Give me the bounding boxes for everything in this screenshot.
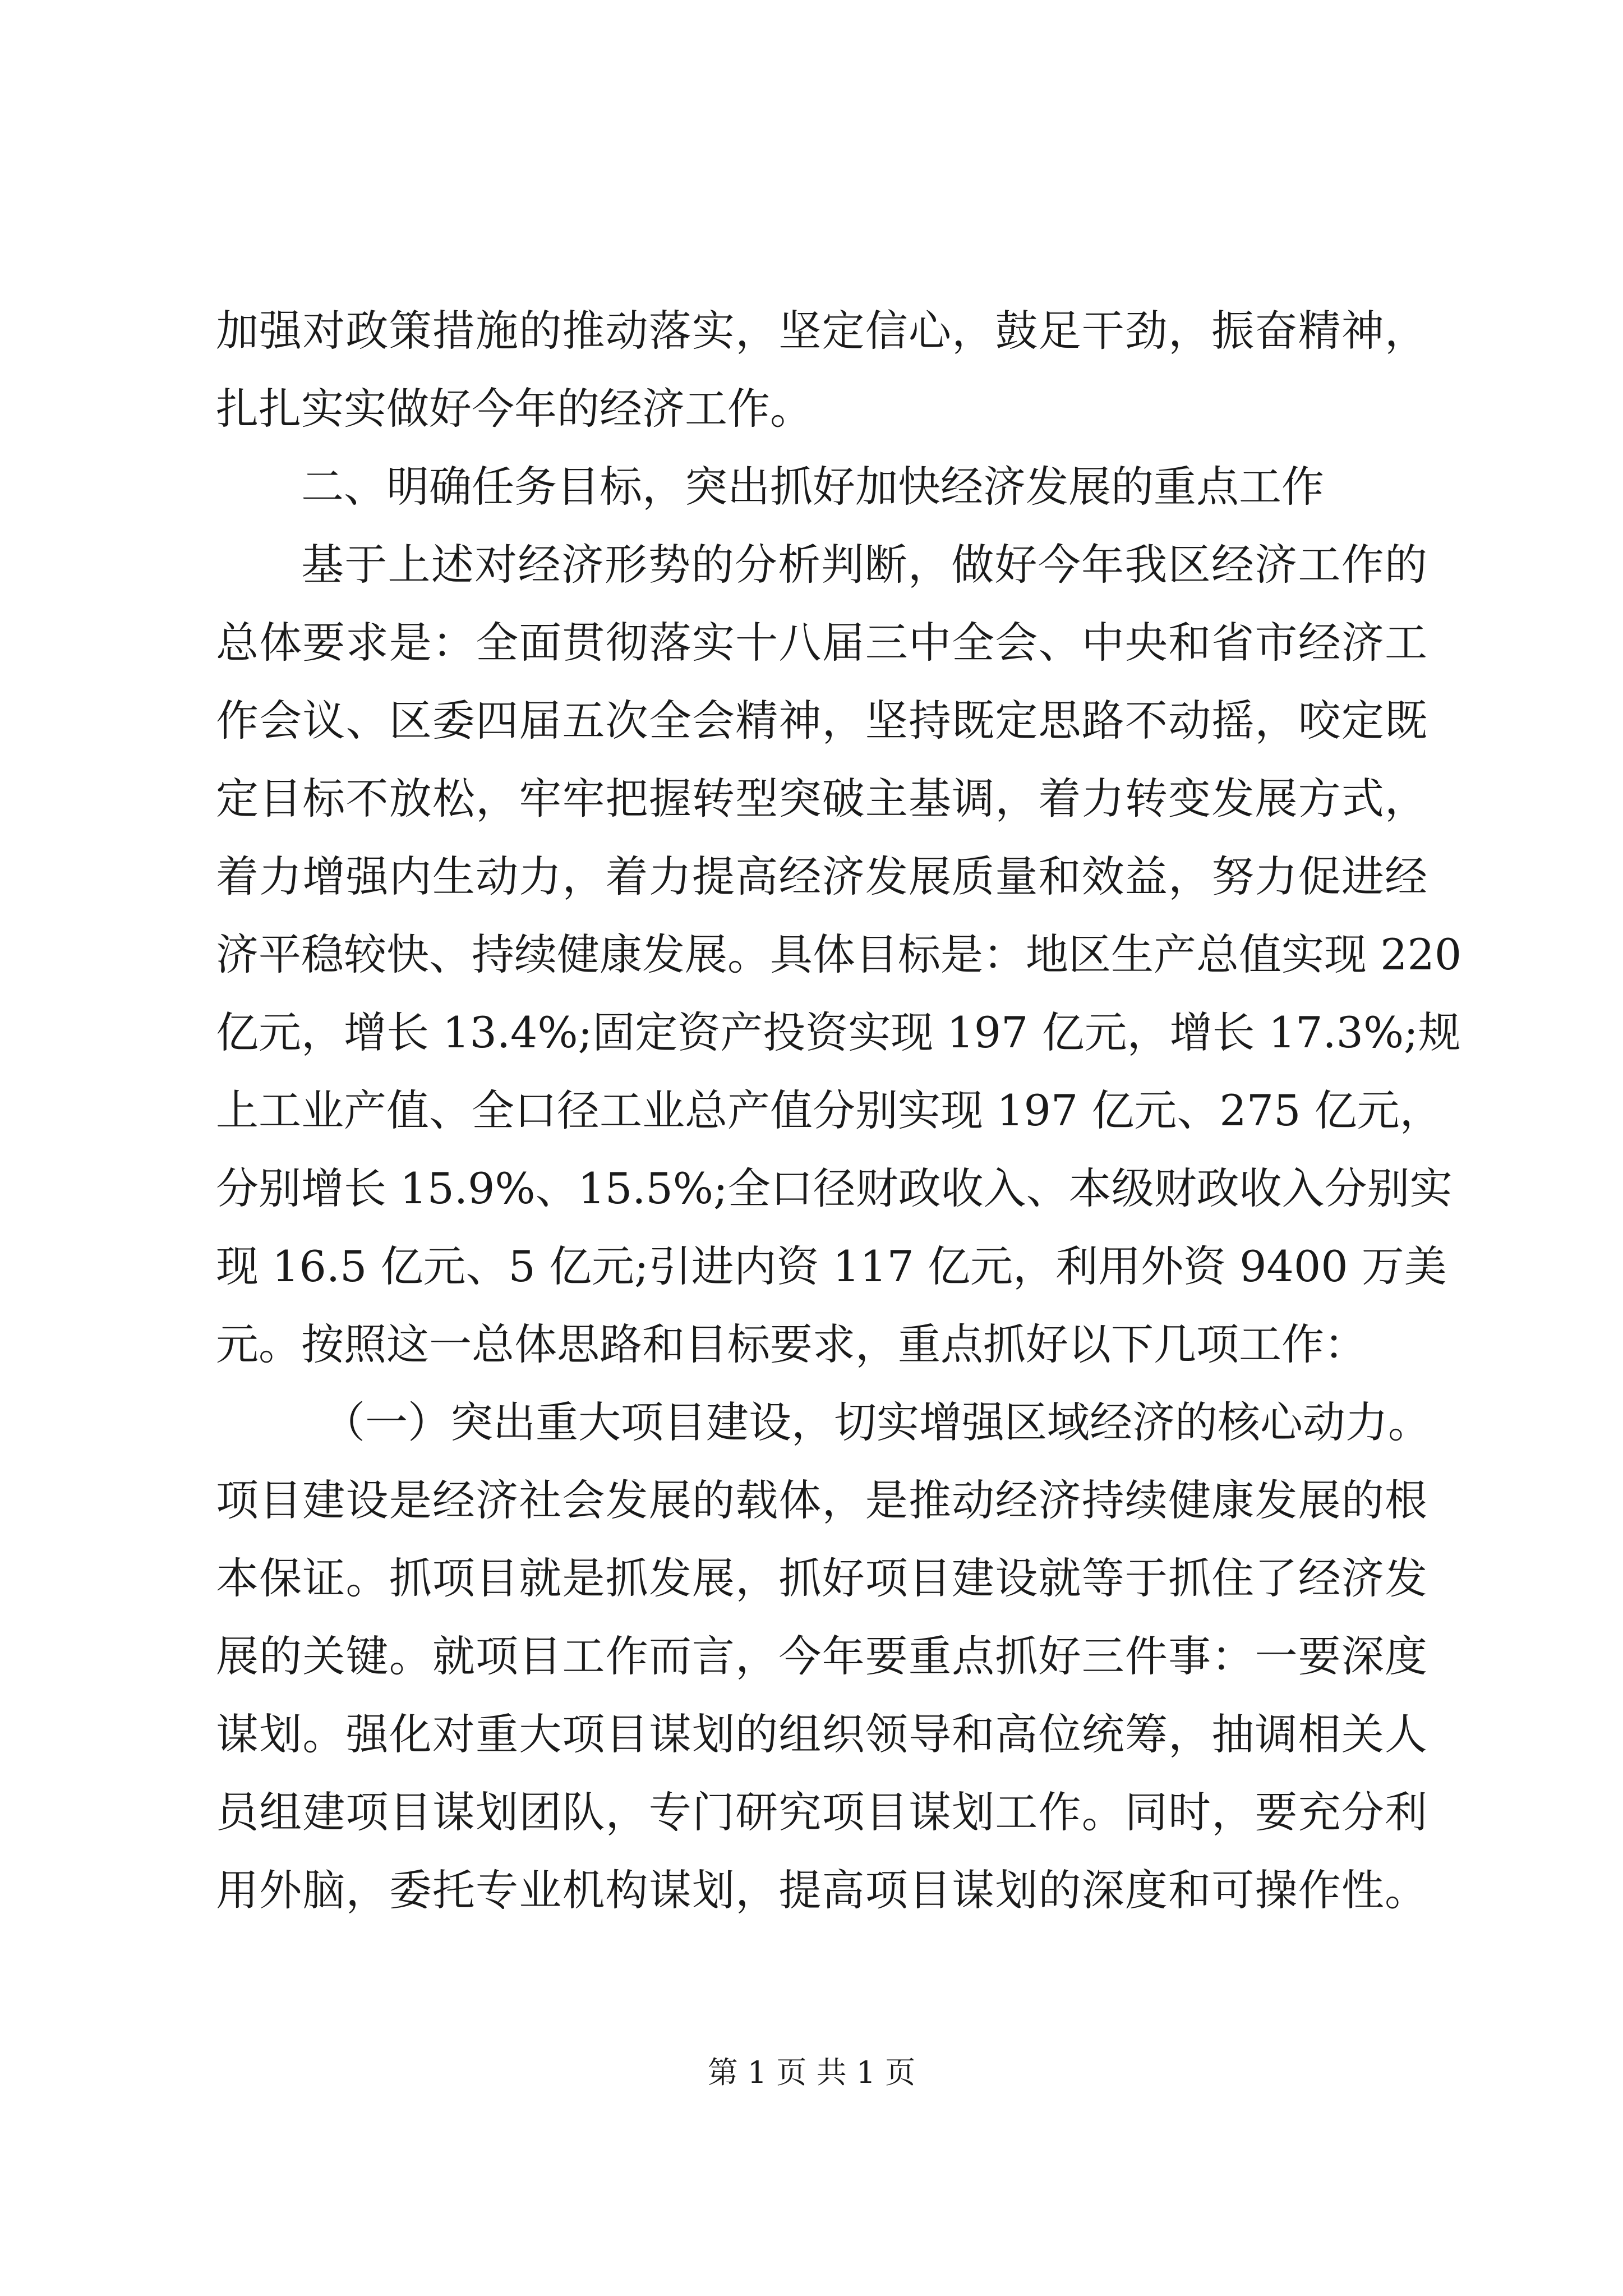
text-line: 上工业产值、全口径工业总产值分别实现 197 亿元、275 亿元， [216,1085,1442,1135]
text-line: 加强对政策措施的推动落实，坚定信心，鼓足干劲，振奋精神， [216,306,1427,356]
page-footer [0,2053,1623,2092]
text-line: 济平稳较快、持续健康发展。具体目标是：地区生产总值实现 220 [216,930,1462,979]
text-line: 定目标不放松，牢牢把握转型突破主基调，着力转变发展方式， [216,774,1427,823]
text-line: 亿元，增长 13.4%;固定资产投资实现 197 亿元，增长 17.3%;规 [216,1007,1461,1057]
text-line: 用外脑，委托专业机构谋划，提高项目谋划的深度和可操作性。 [216,1865,1427,1915]
text-line: 展的关键。就项目工作而言，今年要重点抓好三件事：一要深度 [216,1631,1427,1681]
text-line: 作会议、区委四届五次全会精神，坚持既定思路不动摇，咬定既 [216,696,1427,746]
text-line: 谋划。强化对重大项目谋划的组织领导和高位统筹，抽调相关人 [216,1709,1427,1759]
subsection-heading: （一）突出重大项目建设，切实增强区域经济的核心动力。 [322,1397,1431,1447]
text-line: 扎扎实实做好今年的经济工作。 [216,384,813,434]
text-line: 员组建项目谋划团队，专门研究项目谋划工作。同时，要充分利 [216,1787,1427,1837]
text-line: 分别增长 15.9%、15.5%;全口径财政收入、本级财政收入分别实 [216,1163,1453,1213]
text-line: 项目建设是经济社会发展的载体，是推动经济持续健康发展的根 [216,1475,1427,1525]
document-body [216,292,1462,1929]
section-heading: 二、明确任务目标，突出抓好加快经济发展的重点工作 [301,462,1324,512]
text-line: 总体要求是：全面贯彻落实十八届三中全会、中央和省市经济工 [216,618,1427,668]
page-number: 第 1 页 共 1 页 [707,2055,916,2090]
text-line: 着力增强内生动力，着力提高经济发展质量和效益，努力促进经 [216,852,1427,901]
text-line: 现 16.5 亿元、5 亿元;引进内资 117 亿元，利用外资 9400 万美 [216,1241,1447,1291]
text-line: 基于上述对经济形势的分析判断，做好今年我区经济工作的 [301,540,1427,590]
text-line: 元。按照这一总体思路和目标要求，重点抓好以下几项工作： [216,1319,1367,1369]
text-line: 本保证。抓项目就是抓发展，抓好项目建设就等于抓住了经济发 [216,1553,1427,1603]
